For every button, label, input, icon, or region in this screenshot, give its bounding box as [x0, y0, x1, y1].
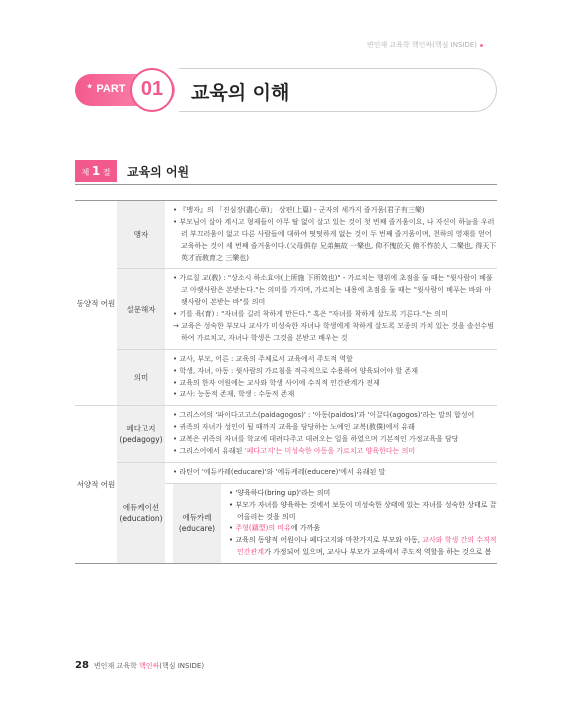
educare-term-en: (educare)	[178, 524, 216, 534]
list-item: • 그리스어의 '파이다고고스(paidagogos)' : '아동(paidos)'과 '이끌다(agogos)'라는 말의 합성어	[173, 411, 475, 420]
list-item: • 가르칠 교(敎) : "상소시 하소효야(上所施 下所效也)" - 가르치는 행위에 초점을 둘 때는 "윗사람이 베풀고 아랫사람은 본받는다."는 의미를 가지며, 가르치는 내용에 초점을 둘 때는 "윗사람이 베푸는 바와 아랫사람이 본받는 바"를 의미	[173, 274, 493, 307]
pedagogy-term: 페다고지	[126, 423, 156, 433]
page-number: 28	[75, 660, 89, 671]
list-item: • 기를 육(育) : "자녀를 길러 착하게 만든다." 혹은 "자녀를 착하게 살도록 기른다."는 의미	[173, 310, 448, 319]
education-intro-list	[173, 467, 497, 479]
educare-list	[229, 488, 497, 559]
section-rule	[75, 184, 497, 185]
page-footer	[75, 660, 204, 671]
footer-book-prefix: 변인재 교육학	[93, 662, 139, 670]
list-item: • '양육하다(bring up)'라는 의미	[229, 488, 331, 497]
etymology-table	[75, 200, 497, 564]
list-item: • 교사: 능동적 존재, 학생 : 수동적 존재	[173, 390, 295, 399]
list-item: • 교사, 부모, 어른 : 교육의 주체로서 교육에서 주도적 역할	[173, 354, 353, 363]
list-item: • 부모가 자녀를 양육하는 것에서 보듯이 미성숙한 상태에 있는 자녀를 성숙한 상태로 끌어올리는 것을 의미	[229, 500, 497, 521]
desc-shuowen	[165, 269, 497, 349]
list-item: • 교육의 동양적 어원이나 페다고지와 마찬가지로 부모와 아동, 교사와 학생 간의 수직적 인간관계가 가정되어 있으며, 교사나 부모가 교육에서 주도적 역할을 하는 것으로 봄	[229, 536, 497, 557]
list-item: • 부모님이 살아 계시고 형제들이 아무 탈 없이 살고 있는 것이 첫 번째 즐거움이요, 나 자신이 하늘을 우러러 부끄러움이 없고 다른 사람들에 대하여 떳떳하게 없는 것이 두 번째 즐거움이며, 천하의 영재를 얻어 교육하는 것이 세 번째 즐거움이다.(父母俱存 兄弟無故 一樂也, 仰不愧於天 俯不怍於人 二樂也, 得天下英才而敎育之 三樂也)	[173, 217, 497, 262]
term-meaning: 의미	[117, 349, 165, 406]
pedagogy-term-en: (pedagogy)	[119, 435, 163, 445]
table-row	[75, 349, 497, 406]
table-row	[75, 406, 497, 463]
table-row	[75, 462, 497, 483]
shuowen-list	[173, 273, 497, 344]
part-title: 교육의 이해	[191, 82, 290, 104]
part-label-text: PART	[96, 83, 126, 95]
list-item: • 귀족의 자녀가 성인이 될 때까지 교육을 담당하는 노예인 교복(敎僕)에서 유래	[173, 423, 415, 432]
desc-educare	[221, 484, 497, 563]
term-education	[117, 462, 165, 563]
part-title-box	[179, 68, 497, 112]
section-number: 1	[91, 164, 101, 178]
term-shuowen: 설문해자	[117, 269, 165, 349]
education-term-en: (education)	[119, 514, 163, 524]
section-suffix: 절	[102, 168, 111, 177]
star-icon: ★	[87, 84, 93, 90]
list-item: • 그리스어에서 유래된 '페다고지'는 미성숙한 아동을 가르치고 양육한다는 의미	[173, 447, 416, 456]
education-term: 에듀케이션	[122, 502, 160, 512]
running-head	[367, 40, 483, 50]
section-badge	[75, 160, 117, 182]
educare-term: 에듀카레	[182, 513, 212, 523]
desc-meaning	[165, 349, 497, 406]
section-header	[75, 160, 497, 182]
part-label	[87, 83, 126, 95]
term-pedagogy	[117, 406, 165, 463]
category-eastern: 동양적 어원	[75, 201, 117, 406]
footer-book-suffix: (핵심 INSIDE)	[159, 662, 205, 670]
educare-table	[173, 484, 497, 563]
section-prefix: 제	[81, 168, 90, 177]
list-item: • 라틴어 '에듀카레(educare)'와 '에듀케레(educere)'에서 유래된 말	[173, 467, 386, 476]
list-item: • 주형(鑄型)의 비유에 가까움	[229, 524, 321, 533]
running-head-dot	[480, 44, 483, 47]
pedagogy-list	[173, 410, 497, 458]
desc-education-intro	[165, 462, 497, 483]
part-header	[75, 68, 497, 114]
running-head-text: 변인재 교육학 핵인싸(핵심 INSIDE)	[366, 41, 477, 49]
footer-book-highlight: 핵인싸	[138, 662, 160, 670]
list-item: • 교육의 한자 어원에는 교사와 학생 사이에 수직적 인간관계가 전제	[173, 378, 380, 387]
arrow-note: → 교육은 성숙한 부모나 교사가 미성숙한 자녀나 학생에게 착하게 살도록 모종의 가치 있는 것을 솔선수범하여 가르치고, 자녀나 학생은 그것을 본받고 배우는 것	[173, 322, 495, 342]
term-mengzi: 맹자	[117, 201, 165, 269]
meaning-list	[173, 354, 497, 402]
educare-cell	[165, 483, 497, 563]
desc-pedagogy	[165, 406, 497, 463]
section-title: 교육의 어원	[127, 165, 190, 179]
table-row	[75, 269, 497, 349]
list-item: • 학생, 자녀, 아동 : 윗사람의 가르침을 적극적으로 수용하여 양육되어야 할 존재	[173, 366, 419, 375]
mengzi-list	[173, 205, 497, 264]
list-item: • 『맹자』의 「진심장(盡心章)」 상편(上篇) - 군자의 세가지 즐거움(君子有三樂)	[173, 206, 425, 214]
part-number: 01	[140, 78, 164, 100]
desc-mengzi	[165, 201, 497, 269]
category-western: 서양적 어원	[75, 406, 117, 564]
table-row	[75, 201, 497, 269]
term-educare	[173, 484, 221, 563]
list-item: • 교복은 귀족의 자녀를 학교에 데려다주고 데려오는 일을 하였으며 기본적인 가정교육을 담당	[173, 435, 459, 444]
part-number-circle	[130, 68, 174, 112]
